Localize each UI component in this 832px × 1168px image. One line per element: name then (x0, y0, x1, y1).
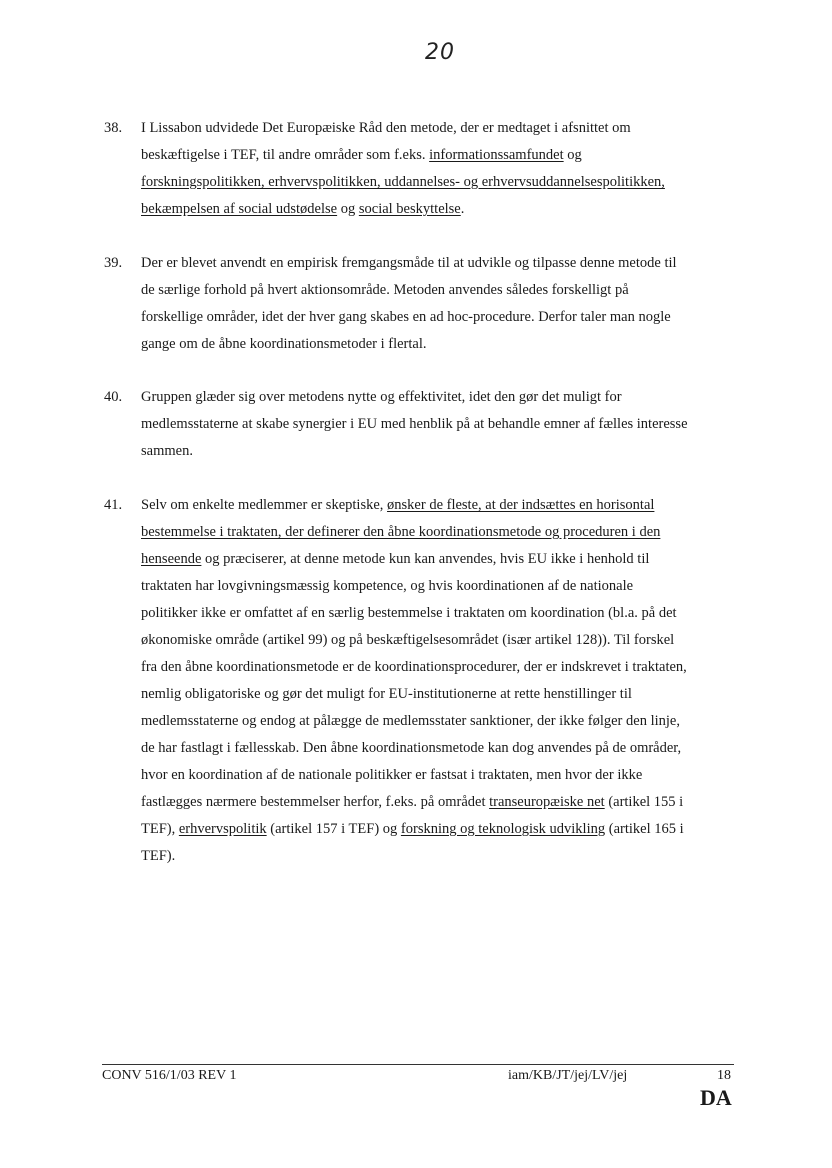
text-line (141, 169, 741, 196)
text-line (141, 331, 741, 358)
underlined-text: forskning og teknologisk udvikling (400, 821, 606, 837)
text-segment: gange om de åbne koordinationsmetoder i flertal. (141, 336, 427, 352)
text-segment: forskellige områder, idet der hver gang skabes en ad hoc-procedure. Derfor taler man nogle (141, 309, 671, 325)
text-segment: fastlægges nærmere bestemmelser herfor, f.eks. på området (141, 794, 490, 810)
text-segment: Gruppen glæder sig over metodens nytte og effektivitet, idet den gør det muligt for (141, 389, 622, 405)
text-segment: (artikel 155 i (604, 794, 684, 810)
underlined-text: transeuropæiske net (489, 794, 605, 810)
text-segment: politikker ikke er omfattet af en særlig bestemmelse i traktaten om koordination (bl.a. på det (141, 605, 677, 621)
text-segment: traktaten har lovgivningsmæssig kompetence, og hvis koordinationen af de nationale (141, 578, 634, 594)
footer-initials: iam/KB/JT/jej/LV/jej (508, 1068, 628, 1083)
text-segment: de særlige forhold på hvert aktionsområde. Metoden anvendes således forskelligt på (141, 282, 629, 298)
underlined-text: forskningspolitikken, erhvervspolitikken, uddannelses- og erhvervsuddannelsespolitikken, (141, 174, 665, 190)
text-line (141, 411, 741, 438)
text-segment: sammen. (141, 443, 193, 459)
text-segment: og (337, 201, 359, 217)
footer-document-reference: CONV 516/1/03 REV 1 (102, 1068, 237, 1083)
text-segment: nemlig obligatoriske og gør det muligt for EU-institutionerne at rette henstillinger til (141, 686, 632, 702)
underlined-text: bestemmelse i traktaten, der definerer den åbne koordinationsmetode og proceduren i den (141, 524, 661, 540)
text-line (141, 196, 741, 223)
text-line (141, 573, 741, 600)
underlined-text: social beskyttelse (358, 201, 461, 217)
paragraph-text (141, 115, 741, 223)
text-line (141, 546, 741, 573)
text-line (141, 762, 741, 789)
text-line (141, 708, 741, 735)
text-segment: og (563, 147, 582, 163)
text-line (141, 627, 741, 654)
paragraph-text (141, 492, 741, 870)
text-segment: Selv om enkelte medlemmer er skeptiske, (141, 497, 388, 513)
underlined-text: erhvervspolitik (178, 821, 267, 837)
paragraph-number: 38. (104, 120, 123, 136)
text-line (141, 789, 741, 816)
text-segment: TEF). (141, 848, 176, 864)
text-line (141, 277, 741, 304)
text-segment: hvor en koordination af de nationale politikker er fastsat i traktaten, men hvor der ikke (141, 767, 643, 783)
text-segment: økonomiske område (artikel 99) og på beskæftigelsesområdet (især artikel 128)). Til forskel (141, 632, 675, 648)
text-line (141, 681, 741, 708)
text-line (141, 519, 741, 546)
text-line (141, 304, 741, 331)
text-segment: medlemsstaterne at skabe synergier i EU med henblik på at behandle emner af fælles interesse (141, 416, 688, 432)
text-line (141, 142, 741, 169)
footer-language-code: DA (700, 1085, 732, 1110)
text-segment: (artikel 157 i TEF) og (266, 821, 401, 837)
text-segment: de har fastlagt i fællesskab. Den åbne koordinationsmetode kan dog anvendes på de områder, (141, 740, 682, 756)
text-line (141, 115, 741, 142)
text-segment: . (460, 201, 465, 217)
text-line (141, 250, 741, 277)
text-line (141, 384, 741, 411)
underlined-text: ønsker de fleste, at der indsættes en horisontal (387, 497, 655, 513)
paragraph-text (141, 250, 741, 358)
text-segment: og præciserer, at denne metode kun kan anvendes, hvis EU ikke i henhold til (201, 551, 650, 567)
text-segment: fra den åbne koordinationsmetode er de koordinationsprocedurer, der er indskrevet i traktaten, (141, 659, 687, 675)
paragraph-text (141, 384, 741, 465)
text-segment: (artikel 165 i (605, 821, 684, 837)
footer-divider (102, 1064, 734, 1065)
text-line (141, 816, 741, 843)
underlined-text: henseende (141, 551, 202, 567)
text-segment: TEF), (141, 821, 179, 837)
paragraph-number: 41. (104, 497, 123, 513)
text-segment: Der er blevet anvendt en empirisk fremgangsmåde til at udvikle og tilpasse denne metode til (141, 255, 677, 271)
paragraph-number: 40. (104, 389, 123, 405)
footer-page-number: 18 (717, 1068, 731, 1083)
text-line (141, 654, 741, 681)
handwritten-page-mark: 20 (425, 40, 455, 65)
text-line (141, 843, 741, 870)
text-segment: I Lissabon udvidede Det Europæiske Råd den metode, der er medtaget i afsnittet om (141, 120, 631, 136)
text-line (141, 492, 741, 519)
text-segment: beskæftigelse i TEF, til andre områder som f.eks. (141, 147, 430, 163)
text-line (141, 600, 741, 627)
text-line (141, 735, 741, 762)
text-line (141, 438, 741, 465)
text-segment: medlemsstaterne og endog at pålægge de medlemsstater sanktioner, der ikke følger den linje, (141, 713, 680, 729)
underlined-text: informationssamfundet (429, 147, 564, 163)
paragraph-number: 39. (104, 255, 123, 271)
underlined-text: bekæmpelsen af social udstødelse (141, 201, 338, 217)
